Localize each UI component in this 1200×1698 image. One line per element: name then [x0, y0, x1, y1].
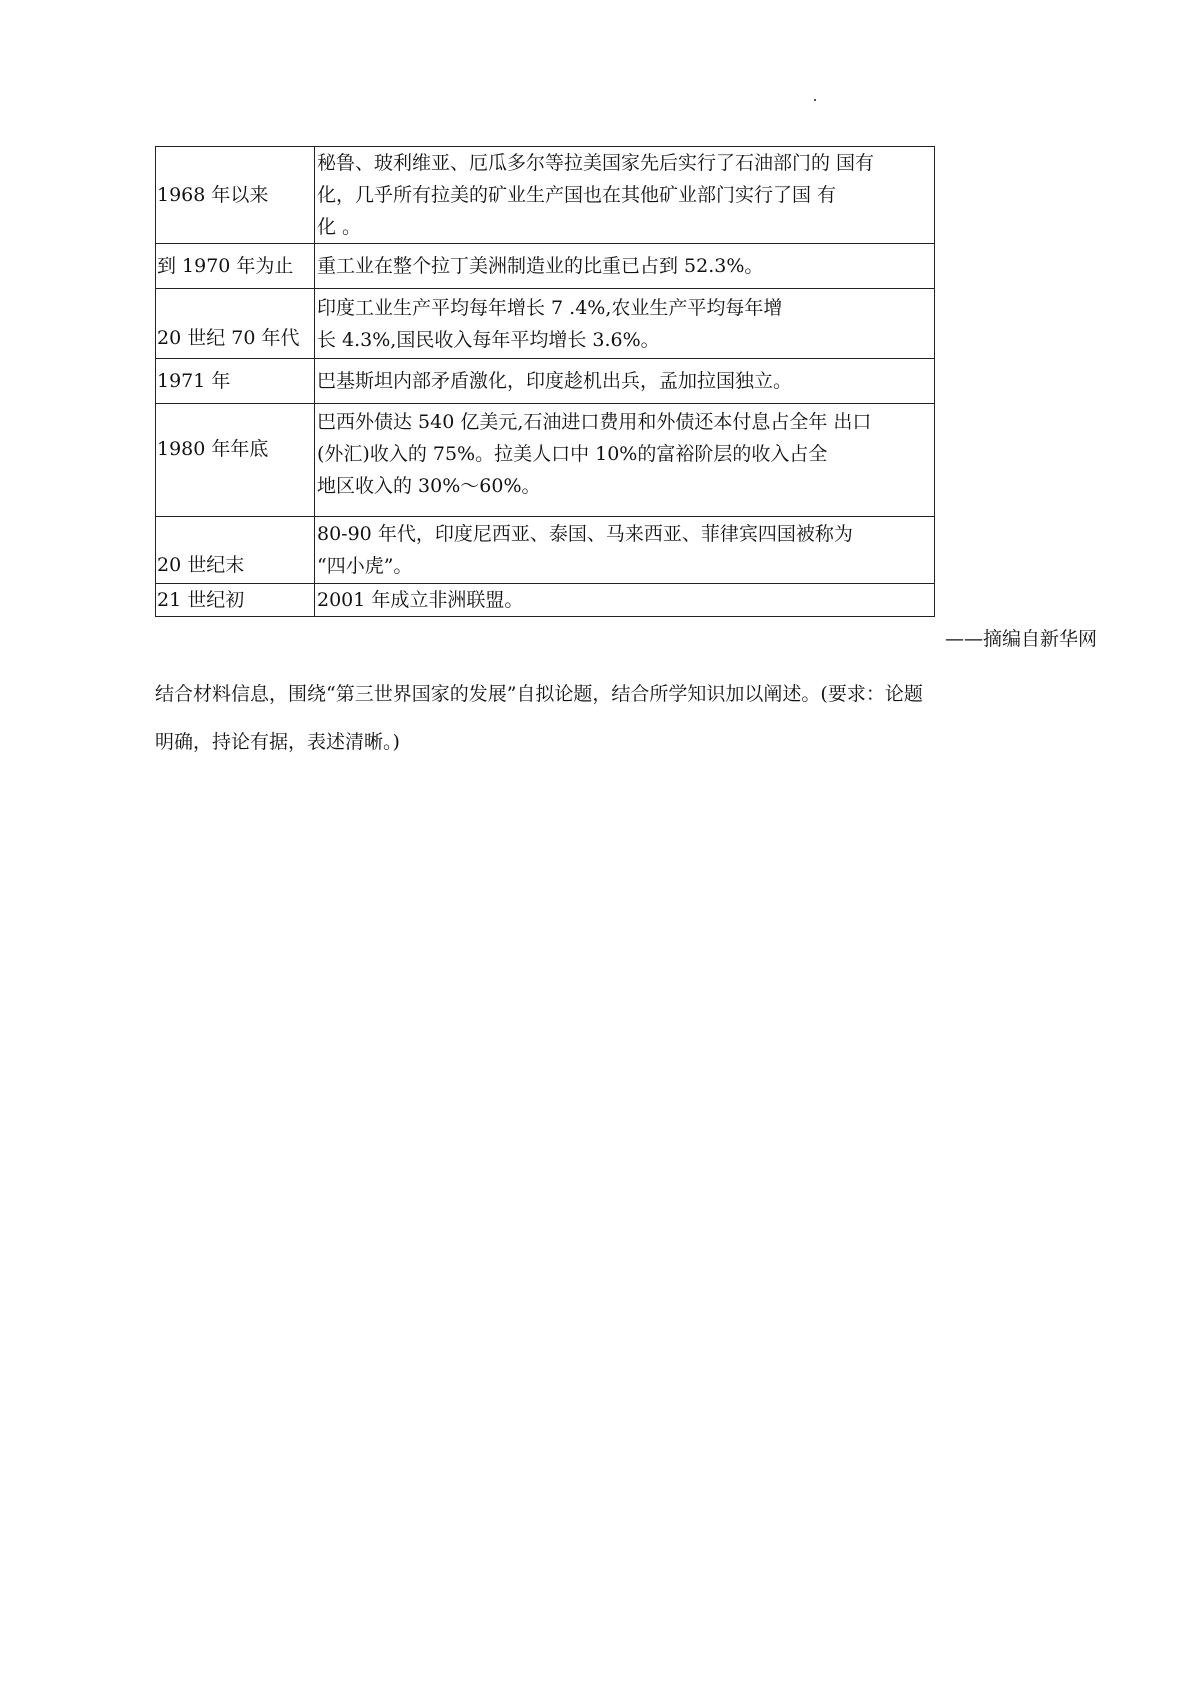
- table-row: [156, 404, 935, 517]
- event-line: 巴西外债达 540 亿美元,石油进口费用和外债还本付息占全年 出口: [317, 411, 872, 433]
- stray-dot-mark: [814, 99, 816, 101]
- event-line: (外汇)收入的 75%。拉美人口中 10%的富裕阶层的收入占全: [317, 443, 828, 465]
- table-row: [156, 147, 935, 244]
- event-line: 巴基斯坦内部矛盾激化，印度趁机出兵，孟加拉国独立。: [317, 370, 793, 392]
- event-line: 重工业在整个拉丁美洲制造业的比重已占到 52.3%。: [317, 255, 764, 277]
- table-row: [156, 244, 935, 289]
- event-cell: [315, 404, 935, 517]
- event-cell: [315, 244, 935, 289]
- period-cell: 1968 年以来: [156, 147, 315, 244]
- table-row: [156, 289, 935, 359]
- period-cell: 到 1970 年为止: [156, 244, 315, 289]
- event-cell: [315, 289, 935, 359]
- source-attribution: ——摘编自新华网: [944, 628, 1097, 650]
- event-line: 地区收入的 30%～60%。: [317, 475, 541, 497]
- period-cell: 1980 年年底: [156, 404, 315, 517]
- prompt-line: 明确，持论有据，表述清晰。): [155, 731, 400, 753]
- event-line: 2001 年成立非洲联盟。: [317, 589, 524, 611]
- event-line: “四小虎”。: [317, 555, 413, 577]
- event-line: 秘鲁、玻利维亚、厄瓜多尔等拉美国家先后实行了石油部门的 国有: [317, 152, 875, 174]
- period-cell: 20 世纪末: [156, 517, 315, 584]
- table-row: [156, 517, 935, 584]
- period-cell: 21 世纪初: [156, 584, 315, 617]
- table-row: [156, 359, 935, 404]
- question-prompt: [155, 670, 1055, 766]
- period-cell: 20 世纪 70 年代: [156, 289, 315, 359]
- event-line: 印度工业生产平均每年增长 7 .4%,农业生产平均每年增: [317, 296, 783, 319]
- event-cell: [315, 517, 935, 584]
- period-cell: 1971 年: [156, 359, 315, 404]
- event-line: 长 4.3%,国民收入每年平均增长 3.6%。: [317, 328, 660, 351]
- event-cell: [315, 147, 935, 244]
- table-row: [156, 584, 935, 617]
- event-line: 化，几乎所有拉美的矿业生产国也在其他矿业部门实行了国 有: [317, 184, 837, 206]
- event-line: 化 。: [317, 216, 362, 238]
- event-cell: [315, 359, 935, 404]
- event-line: 80-90 年代，印度尼西亚、泰国、马来西亚、菲律宾四国被称为: [317, 523, 853, 545]
- prompt-line: 结合材料信息，围绕“第三世界国家的发展”自拟论题，结合所学知识加以阐述。(要求：论题: [155, 683, 923, 705]
- history-timeline-table: [155, 146, 935, 617]
- event-cell: [315, 584, 935, 617]
